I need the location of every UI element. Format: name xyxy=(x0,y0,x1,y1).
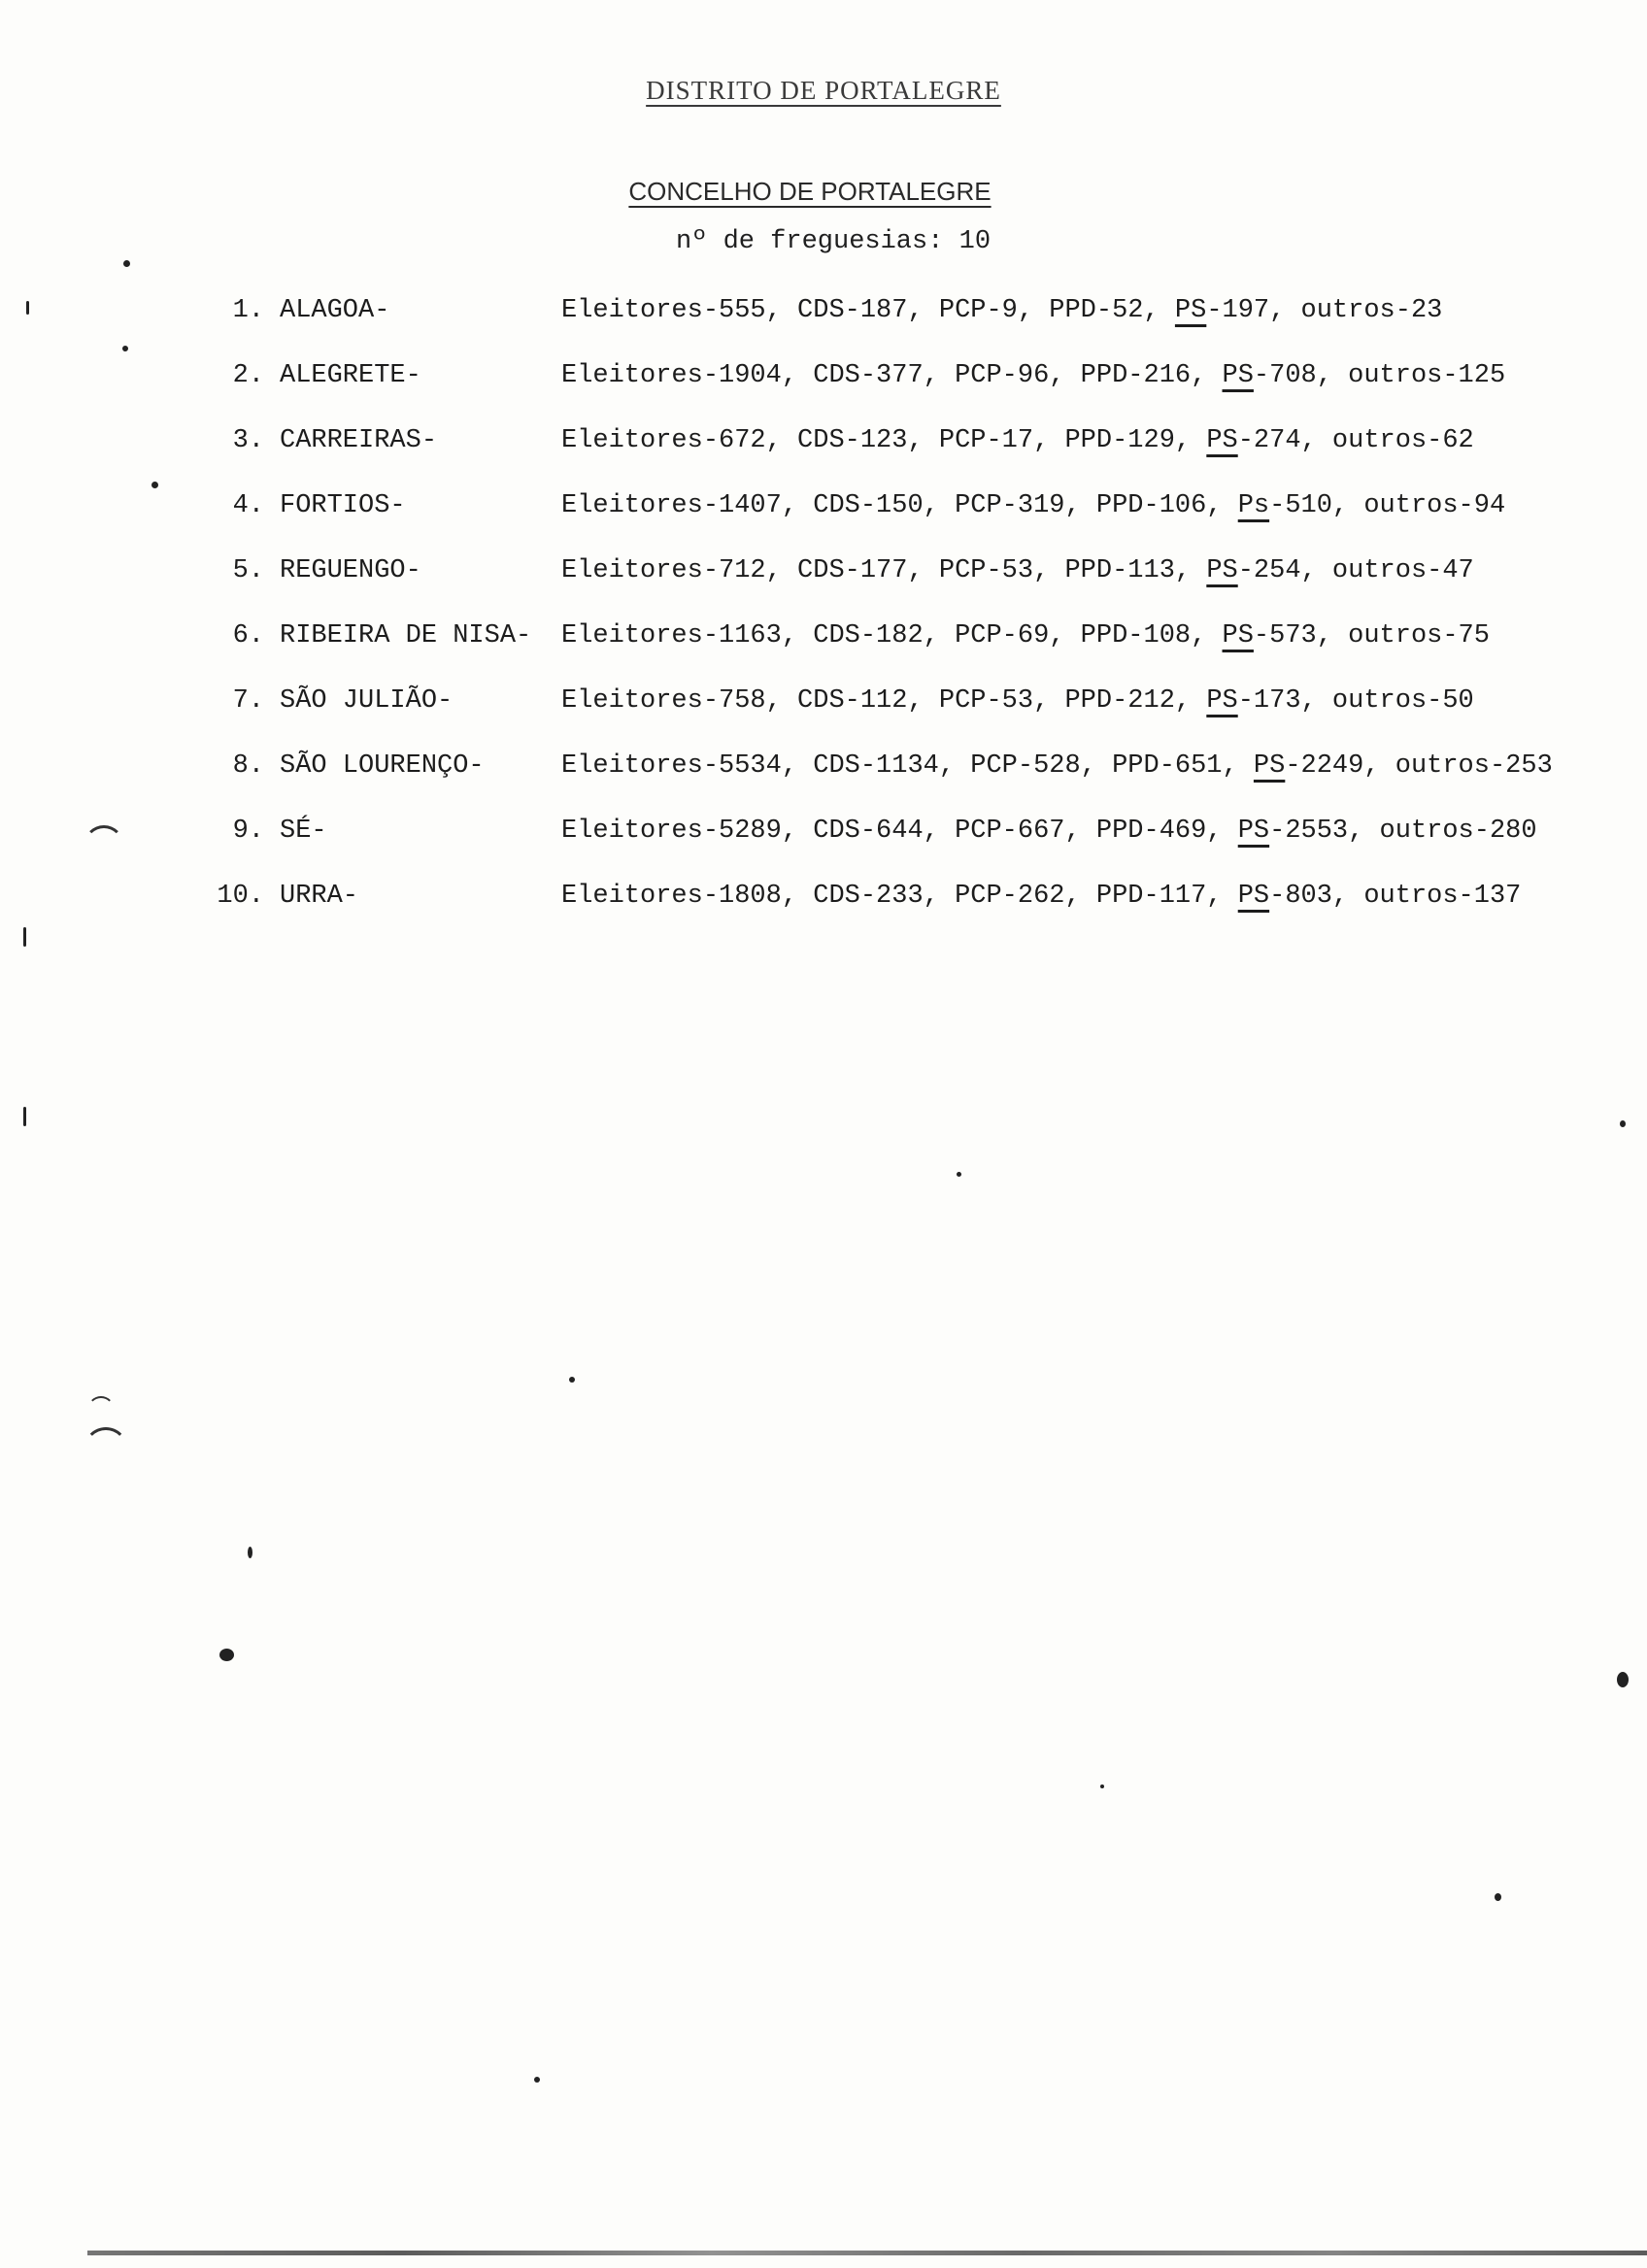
parish-number: 2. xyxy=(232,361,264,390)
bottom-scan-edge xyxy=(87,2251,1647,2255)
parish-number: 5. xyxy=(232,556,264,585)
scan-speck xyxy=(123,260,130,267)
scan-speck xyxy=(151,482,158,488)
parish-results: Eleitores-758, CDS-112, PCP-53, PPD-212, PS-173, outros-50 xyxy=(561,686,1474,716)
scan-mark xyxy=(84,825,124,866)
parish-name: REGUENGO- xyxy=(280,556,421,585)
parish-number: 7. xyxy=(232,686,264,716)
scan-speck xyxy=(248,1547,252,1558)
scan-speck xyxy=(569,1377,575,1383)
parish-name: ALEGRETE- xyxy=(280,361,421,390)
scan-mark xyxy=(84,1427,128,1472)
scan-speck xyxy=(1620,1120,1626,1127)
parish-results: Eleitores-1407, CDS-150, PCP-319, PPD-106, Ps-510, outros-94 xyxy=(561,491,1506,520)
parish-name: ALAGOA- xyxy=(280,296,390,325)
ps-label: PS xyxy=(1222,361,1254,390)
parish-results: Eleitores-5534, CDS-1134, PCP-528, PPD-651, PS-2249, outros-253 xyxy=(561,751,1553,781)
parish-name: SÃO JULIÃO- xyxy=(280,686,454,716)
ps-label: PS xyxy=(1206,686,1238,716)
parish-results: Eleitores-1163, CDS-182, PCP-69, PPD-108, PS-573, outros-75 xyxy=(561,621,1490,650)
district-title: DISTRITO DE PORTALEGRE xyxy=(646,76,1001,105)
parish-number: 4. xyxy=(232,491,264,520)
parish-results: Eleitores-1808, CDS-233, PCP-262, PPD-117, PS-803, outros-137 xyxy=(561,882,1522,911)
scan-mark xyxy=(87,1396,115,1423)
scan-speck xyxy=(1495,1893,1501,1901)
parish-number: 9. xyxy=(232,817,264,846)
parish-number: 3. xyxy=(232,426,264,455)
ps-label: PS xyxy=(1253,751,1286,781)
ps-label: PS xyxy=(1206,556,1238,585)
parish-name: URRA- xyxy=(280,882,359,911)
parish-name: SÃO LOURENÇO- xyxy=(280,751,485,781)
parish-name: SÉ- xyxy=(280,817,327,846)
scan-speck xyxy=(957,1172,961,1177)
ps-label: PS xyxy=(1206,426,1238,455)
scan-speck xyxy=(1617,1672,1629,1687)
ps-label: PS xyxy=(1222,621,1254,650)
parish-name: FORTIOS- xyxy=(280,491,406,520)
scan-speck xyxy=(122,346,128,351)
county-title: CONCELHO DE PORTALEGRE xyxy=(628,177,992,206)
parish-number: 10. xyxy=(217,882,264,911)
parish-results: Eleitores-5289, CDS-644, PCP-667, PPD-469, PS-2553, outros-280 xyxy=(561,817,1537,846)
ps-label: PS xyxy=(1174,296,1207,325)
parish-number: 6. xyxy=(232,621,264,650)
parish-number: 8. xyxy=(232,751,264,781)
parish-name: CARREIRAS- xyxy=(280,426,438,455)
parish-results: Eleitores-1904, CDS-377, PCP-96, PPD-216, PS-708, outros-125 xyxy=(561,361,1506,390)
ps-label: Ps xyxy=(1237,491,1270,520)
scan-speck xyxy=(1100,1784,1104,1788)
ps-label: PS xyxy=(1237,817,1270,846)
scan-speck xyxy=(23,927,26,947)
parish-results: Eleitores-672, CDS-123, PCP-17, PPD-129, PS-274, outros-62 xyxy=(561,426,1474,455)
parish-number: 1. xyxy=(232,296,264,325)
parish-results: Eleitores-555, CDS-187, PCP-9, PPD-52, PS-197, outros-23 xyxy=(561,296,1443,325)
parish-name: RIBEIRA DE NISA- xyxy=(280,621,532,650)
scan-speck xyxy=(534,2077,540,2083)
ps-label: PS xyxy=(1237,882,1270,911)
scan-speck xyxy=(219,1649,234,1661)
parishes-count: nº de freguesias: 10 xyxy=(675,227,992,256)
scan-speck xyxy=(23,1107,26,1126)
parish-results: Eleitores-712, CDS-177, PCP-53, PPD-113, PS-254, outros-47 xyxy=(561,556,1474,585)
scan-speck xyxy=(26,301,29,315)
